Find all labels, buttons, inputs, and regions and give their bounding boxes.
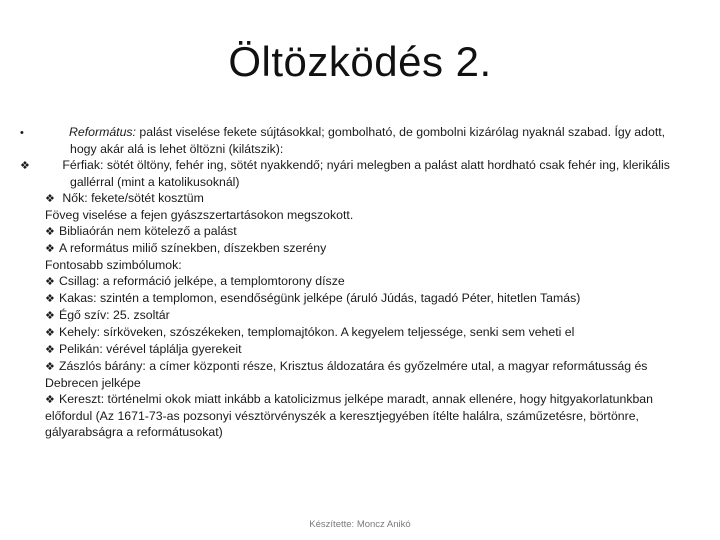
text-milio: A református miliő színekben, díszekben szerény [59, 241, 327, 255]
diamond-bullet-icon: ❖ [45, 394, 55, 406]
text-csillag: Csillag: a reformáció jelképe, a templomtorony dísze [59, 274, 345, 288]
diamond-bullet-icon: ❖ [45, 226, 55, 238]
slide-footer: Készítette: Moncz Anikó [309, 519, 411, 530]
list-item-milio [45, 240, 685, 257]
text-kereszt: Kereszt: történelmi okok miatt inkább a katolicizmus jelképe maradt, annak ellenére, hogy hitgyakorlatunkban előfordul (Az 1671-73-as pozsonyi vésztörvényszék a keresztjegyében ítélte halálra, száműzetésre, börtönre, gályarabságra a reformátusokat) [45, 392, 653, 439]
list-item-zaszlos [45, 358, 685, 391]
list-item-kehely [45, 324, 685, 341]
list-item-biblia [45, 223, 685, 240]
slide-title: Öltözködés 2. [228, 38, 492, 85]
text-biblia: Bibliaórán nem kötelező a palást [59, 224, 237, 238]
diamond-bullet-icon: ❖ [45, 243, 55, 255]
text-ego: Égő szív: 25. zsoltár [59, 308, 170, 322]
list-item-kereszt [45, 391, 685, 440]
bullet-dot-icon: • [20, 127, 24, 139]
text-nok: Nők: fekete/sötét kosztüm [59, 191, 204, 205]
diamond-bullet-icon: ❖ [45, 193, 55, 205]
list-item-reformatus [20, 124, 685, 157]
text-zaszlos: Zászlós bárány: a címer központi része, Krisztus áldozatára és győzelmére utal, a magyar reformátusság és Debrecen jelképe [45, 359, 648, 390]
text-foveg: Föveg viselése a fejen gyászszertartásokon megszokott. [45, 208, 354, 222]
diamond-bullet-icon: ❖ [45, 327, 55, 339]
text-kakas: Kakas: szintén a templomon, esendőségünk jelképe (áruló Júdás, tagadó Péter, hitetlen Tamás) [59, 291, 581, 305]
diamond-bullet-icon: ❖ [45, 293, 55, 305]
diamond-bullet-icon: ❖ [20, 160, 30, 172]
list-item-pelikan [45, 341, 685, 358]
text-reformatus: palást viselése fekete sújtásokkal; gombolható, de gombolni kizárólag nyaknál szabad. Így adott, hogy akár alá is lehet öltözni (kilátszik): [70, 125, 666, 156]
term-reformatus: Református: [69, 125, 136, 139]
list-item-ego [45, 307, 685, 324]
list-item-kakas [45, 290, 685, 307]
slide-body [20, 124, 685, 440]
list-item-ferfiak [20, 157, 685, 190]
text-fontosabb: Fontosabb szimbólumok: [45, 258, 182, 272]
diamond-bullet-icon: ❖ [45, 361, 55, 373]
list-item-nok [45, 190, 685, 207]
diamond-bullet-icon: ❖ [45, 310, 55, 322]
list-item-csillag [45, 273, 685, 290]
diamond-bullet-icon: ❖ [45, 344, 55, 356]
text-kehely: Kehely: sírköveken, szószékeken, templomajtókon. A kegyelem teljessége, senki sem veheti el [59, 325, 575, 339]
text-ferfiak: Férfiak: sötét öltöny, fehér ing, sötét nyakkendő; nyári melegben a palást alatt hordható csak fehér ing, klerikális gallérral (mint a katolikusoknál) [59, 158, 670, 189]
diamond-bullet-icon: ❖ [45, 276, 55, 288]
text-pelikan: Pelikán: vérével táplálja gyerekeit [59, 342, 242, 356]
